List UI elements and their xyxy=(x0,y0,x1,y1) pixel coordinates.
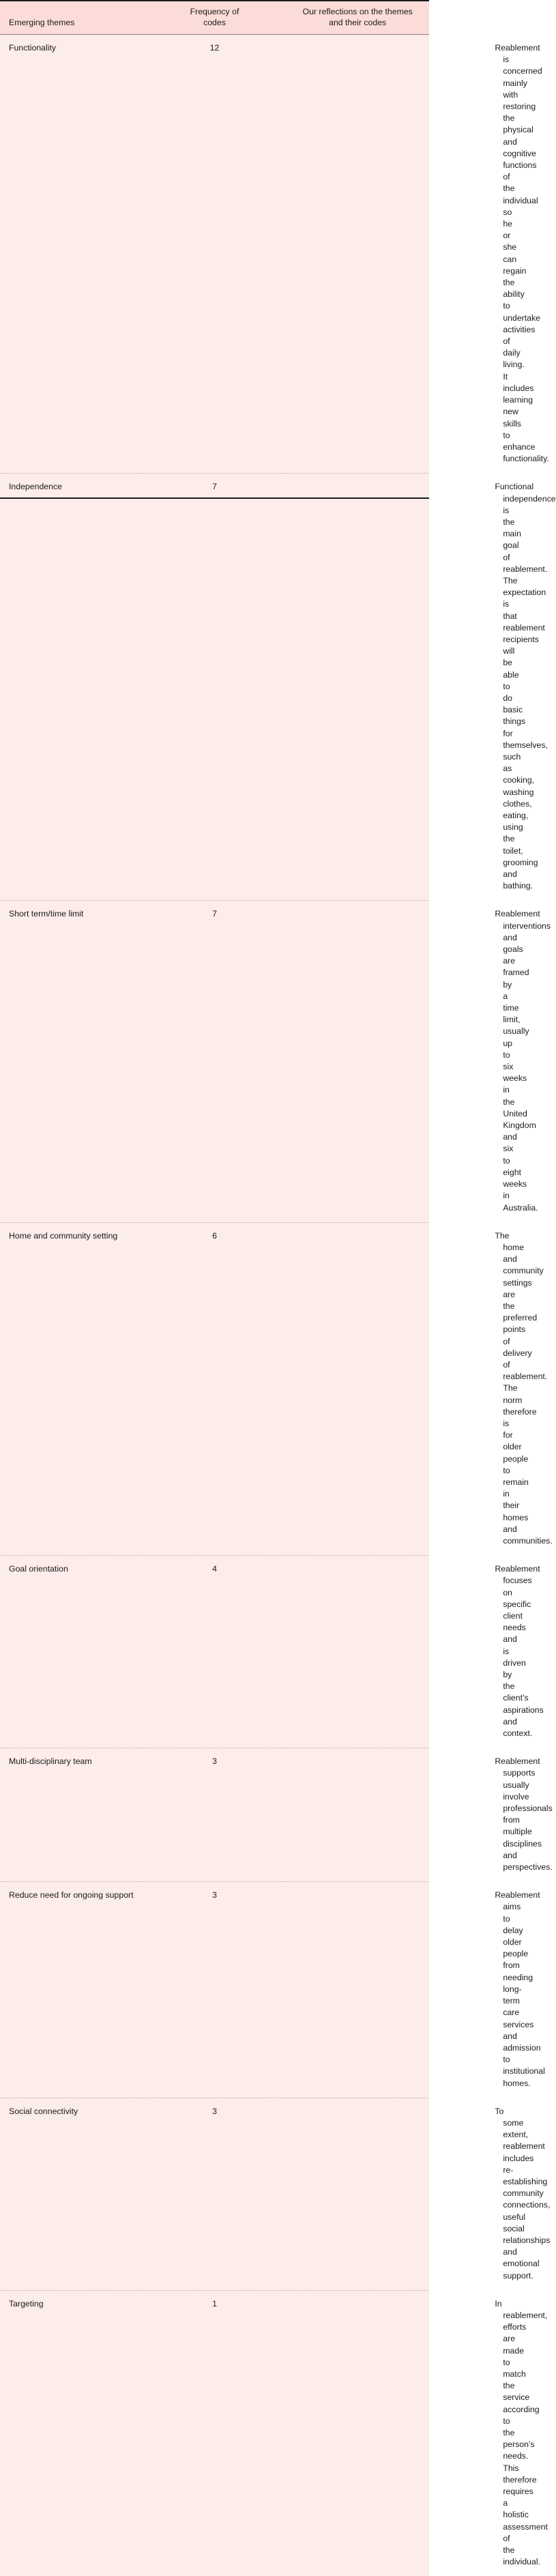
table-row xyxy=(0,901,429,1222)
header-row xyxy=(0,1,429,35)
table-row xyxy=(0,2098,429,2290)
table-body xyxy=(0,35,429,2576)
cell-reflection: Functional independence is the main goal of reablement. The expectation is that reablement recipients will be able to do basic things for themselves, such as cooking, washing clothes, eating, using the toilet, grooming and bathing. xyxy=(286,474,429,901)
cell-reflection: Reablement aims to delay older people from needing long-term care services and admission to institutional homes. xyxy=(286,1882,429,2098)
cell-frequency: 3 xyxy=(143,1748,287,1882)
table-row xyxy=(0,35,429,474)
cell-reflection: The home and community settings are the preferred points of delivery of reablement. The norm therefore is for older people to remain in their homes and communities. xyxy=(286,1222,429,1555)
cell-theme: Independence xyxy=(0,474,143,901)
cell-theme: Targeting xyxy=(0,2290,143,2576)
cell-reflection: Reablement interventions and goals are framed by a time limit, usually up to six weeks in the United Kingdom and six to eight weeks in Australia. xyxy=(286,901,429,1222)
column-header-frequency-line1: Frequency of xyxy=(190,7,239,16)
cell-frequency: 4 xyxy=(143,1556,287,1748)
themes-table-container xyxy=(0,0,429,499)
column-header-frequency-line2: codes xyxy=(203,18,226,27)
table-row xyxy=(0,474,429,901)
cell-theme: Goal orientation xyxy=(0,1556,143,1748)
table-row xyxy=(0,1222,429,1555)
cell-theme: Multi-disciplinary team xyxy=(0,1748,143,1882)
cell-frequency: 12 xyxy=(143,35,287,474)
cell-reflection: Reablement is concerned mainly with restoring the physical and cognitive functions of the individual so he or she can regain the ability to undertake activities of daily living. It includes learning new skills to enhance functionality. xyxy=(286,35,429,474)
cell-frequency: 7 xyxy=(143,474,287,901)
cell-theme: Home and community setting xyxy=(0,1222,143,1555)
cell-reflection: Reablement focuses on specific client needs and is driven by the client’s aspirations and context. xyxy=(286,1556,429,1748)
table-row xyxy=(0,1882,429,2098)
table-bottom-rule xyxy=(0,497,429,499)
cell-frequency: 1 xyxy=(143,2290,287,2576)
cell-reflection: Reablement supports usually involve professionals from multiple disciplines and perspectives. xyxy=(286,1748,429,1882)
cell-frequency: 3 xyxy=(143,1882,287,2098)
column-header-frequency-of-codes xyxy=(143,1,287,35)
table-row xyxy=(0,1556,429,1748)
cell-frequency: 3 xyxy=(143,2098,287,2290)
column-header-emerging-themes: Emerging themes xyxy=(0,1,143,35)
cell-theme: Short term/time limit xyxy=(0,901,143,1222)
column-header-reflections: Our reflections on the themes and their codes xyxy=(286,1,429,35)
cell-reflection: In reablement, efforts are made to match the service according to the person’s needs. This therefore requires a holistic assessment of the individual. xyxy=(286,2290,429,2576)
cell-reflection: To some extent, reablement includes re-establishing community connections, useful social relationships and emotional support. xyxy=(286,2098,429,2290)
table-row xyxy=(0,2290,429,2576)
cell-theme: Functionality xyxy=(0,35,143,474)
cell-frequency: 7 xyxy=(143,901,287,1222)
table-header xyxy=(0,1,429,35)
cell-theme: Social connectivity xyxy=(0,2098,143,2290)
table-row xyxy=(0,1748,429,1882)
cell-theme: Reduce need for ongoing support xyxy=(0,1882,143,2098)
cell-frequency: 6 xyxy=(143,1222,287,1555)
